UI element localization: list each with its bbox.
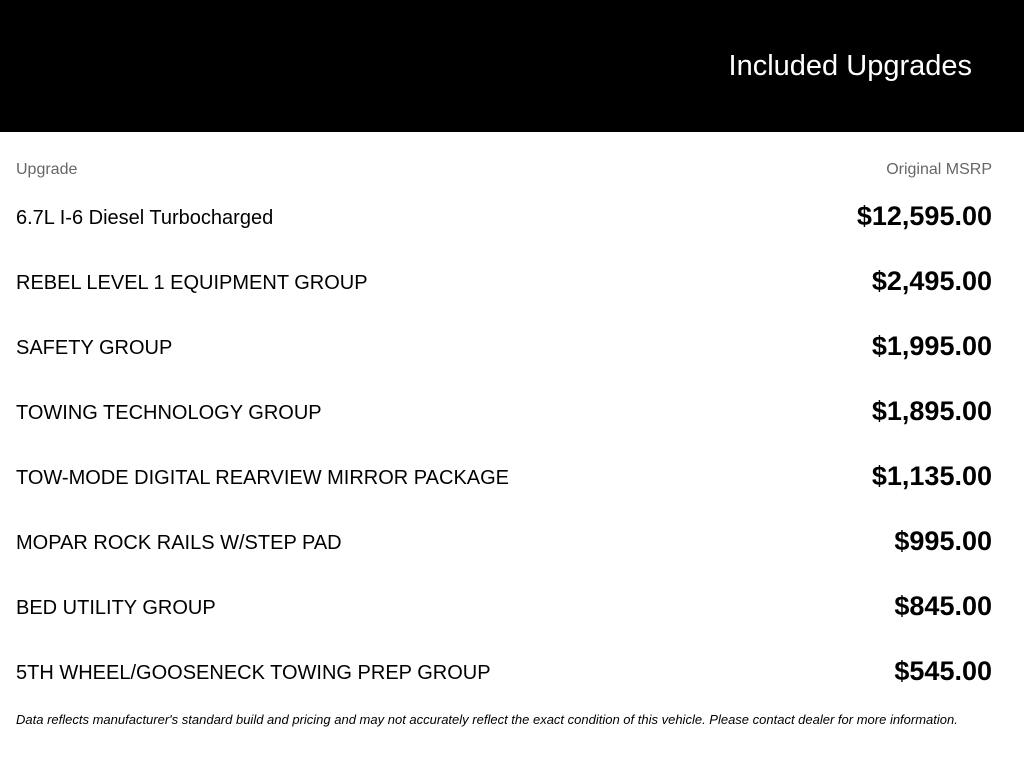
table-row [16,655,992,720]
upgrade-name: SAFETY GROUP [16,337,173,359]
upgrade-price: $545.00 [894,656,992,686]
table-body [16,200,992,720]
upgrades-table [16,160,992,686]
page-title: Included Upgrades [728,50,972,82]
upgrade-price: $2,495.00 [871,266,992,296]
disclaimer-text: Data reflects manufacturer's standard build and pricing and may not accurately reflect the exact condition of this vehicle. Please contact dealer for more information. [16,712,958,727]
upgrade-name: 5TH WHEEL/GOOSENECK TOWING PREP GROUP [16,662,491,684]
upgrade-price: $12,595.00 [856,201,992,231]
upgrade-price: $1,895.00 [871,396,992,426]
table-header-row [16,160,992,180]
table-row [16,330,992,395]
upgrade-name: TOW-MODE DIGITAL REARVIEW MIRROR PACKAGE [16,467,510,489]
upgrade-name: REBEL LEVEL 1 EQUIPMENT GROUP [16,272,368,294]
table-row [16,525,992,590]
upgrade-price: $1,995.00 [871,331,992,361]
upgrade-name: MOPAR ROCK RAILS W/STEP PAD [16,532,342,554]
table-row [16,200,992,265]
upgrade-price: $1,135.00 [871,461,992,491]
upgrade-price: $995.00 [894,526,992,556]
table-row [16,395,992,460]
column-header-upgrade: Upgrade [16,161,78,178]
upgrade-price: $845.00 [894,591,992,621]
upgrade-name: BED UTILITY GROUP [16,597,216,619]
column-header-msrp: Original MSRP [886,161,992,178]
upgrade-name: TOWING TECHNOLOGY GROUP [16,402,322,424]
upgrade-name: 6.7L I-6 Diesel Turbocharged [16,207,274,229]
header-banner [0,0,1024,132]
table-row [16,265,992,330]
table-row [16,590,992,655]
table-row [16,460,992,525]
